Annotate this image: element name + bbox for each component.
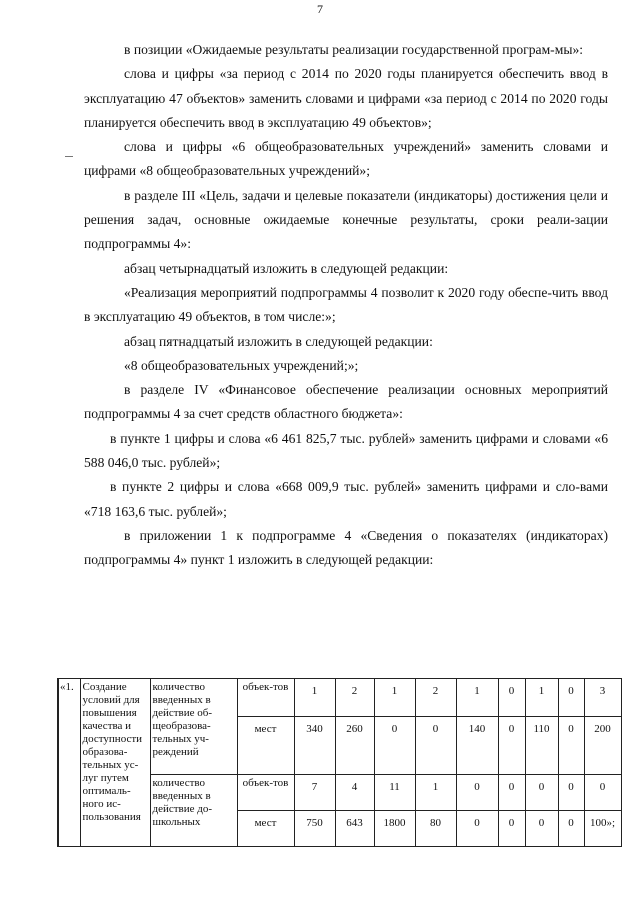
paragraph: «Реализация мероприятий подпрограммы 4 позволит к 2020 году обеспе-чить ввод в эксплуатацию 49 объектов, в том числе:»; — [84, 284, 608, 325]
value-cell: 1 — [374, 679, 415, 717]
unit-cell: объек-тов — [237, 775, 294, 811]
value-cell: 0 — [374, 717, 415, 775]
value-cell: 643 — [335, 811, 374, 847]
value-cell: 11 — [374, 775, 415, 811]
value-cell: 7 — [294, 775, 335, 811]
paragraph: в разделе III «Цель, задачи и целевые показатели (индикаторы) достижения цели и решения задач, основные ожидаемые конечные результаты, сроки реали-зации подпрограммы 4»: — [84, 187, 608, 252]
paragraph: в разделе IV «Финансовое обеспечение реализации основных мероприятий подпрограммы 4 за счет средств областного бюджета»: — [84, 382, 608, 422]
value-cell: 0 — [415, 717, 456, 775]
value-cell: 80 — [415, 811, 456, 847]
paragraph: в пункте 1 цифры и слова «6 461 825,7 тыс. рублей» заменить цифрами и словами «6 588 046,0 тыс. рублей»; — [84, 430, 608, 471]
paragraph: слова и цифры «за период с 2014 по 2020 годы планируется обеспечить ввод в эксплуатацию 47 объектов» заменить словами и цифрами «за период с 2014 по 2020 годы планируется обеспечить ввод в эксплуатацию 49 объектов»; — [84, 66, 608, 130]
value-cell: 1800 — [374, 811, 415, 847]
unit-cell: мест — [237, 717, 294, 775]
value-cell: 140 — [456, 717, 498, 775]
value-cell: 1 — [456, 679, 498, 717]
value-cell: 0 — [525, 775, 558, 811]
value-cell: 0 — [584, 775, 621, 811]
value-cell: 1 — [415, 775, 456, 811]
paragraph: в пункте 2 цифры и слова «668 009,9 тыс. рублей» заменить цифрами и сло-вами «718 163,6 тыс. рублей»; — [84, 479, 608, 519]
value-cell: 0 — [498, 717, 525, 775]
value-cell: 0 — [558, 775, 584, 811]
value-cell: 340 — [294, 717, 335, 775]
unit-cell: объек-тов — [237, 679, 294, 717]
value-cell: 110 — [525, 717, 558, 775]
row-number-cell: «1. — [58, 679, 80, 847]
value-cell: 1 — [294, 679, 335, 717]
paragraph: абзац пятнадцатый изложить в следующей редакции: — [124, 333, 433, 349]
amendment-text — [84, 38, 608, 573]
value-cell: 2 — [335, 679, 374, 717]
scan-mark — [65, 156, 73, 157]
value-cell: 0 — [525, 811, 558, 847]
table-row — [58, 679, 621, 717]
paragraph: абзац четырнадцатый изложить в следующей редакции: — [124, 260, 449, 276]
value-cell: 0 — [558, 811, 584, 847]
indicator-cell: количество введенных в действие об-щеобразова-тельных уч-реждений — [150, 679, 237, 775]
unit-cell: мест — [237, 811, 294, 847]
value-cell: 0 — [498, 775, 525, 811]
value-cell: 200 — [584, 717, 621, 775]
indicator-cell: количество введенных в действие до-школьных — [150, 775, 237, 847]
value-cell: 260 — [335, 717, 374, 775]
value-cell: 750 — [294, 811, 335, 847]
value-cell: 0 — [498, 679, 525, 717]
value-cell: 4 — [335, 775, 374, 811]
page-number: 7 — [317, 2, 323, 16]
value-cell: 0 — [558, 717, 584, 775]
value-cell: 0 — [456, 775, 498, 811]
value-cell: 0 — [558, 679, 584, 717]
value-cell: 2 — [415, 679, 456, 717]
paragraph: в приложении 1 к подпрограмме 4 «Сведения о показателях (индикаторах) подпрограммы 4» пункт 1 изложить в следующей редакции: — [84, 527, 608, 568]
indicators-table — [57, 678, 622, 847]
paragraph: «8 общеобразовательных учреждений;»; — [124, 357, 359, 373]
goal-cell: Создание условий для повышения качества и доступности образова-тельных ус-луг путем оптималь-ного ис-пользования — [80, 679, 150, 847]
paragraph: в позиции «Ожидаемые результаты реализации государственной програм-мы»: — [124, 42, 584, 57]
value-cell: 1 — [525, 679, 558, 717]
value-cell: 0 — [498, 811, 525, 847]
value-cell: 0 — [456, 811, 498, 847]
value-cell: 100»; — [584, 811, 621, 847]
paragraph: слова и цифры «6 общеобразовательных учреждений» заменить словами и цифрами «8 общеобразовательных учреждений»; — [84, 139, 608, 179]
value-cell: 3 — [584, 679, 621, 717]
